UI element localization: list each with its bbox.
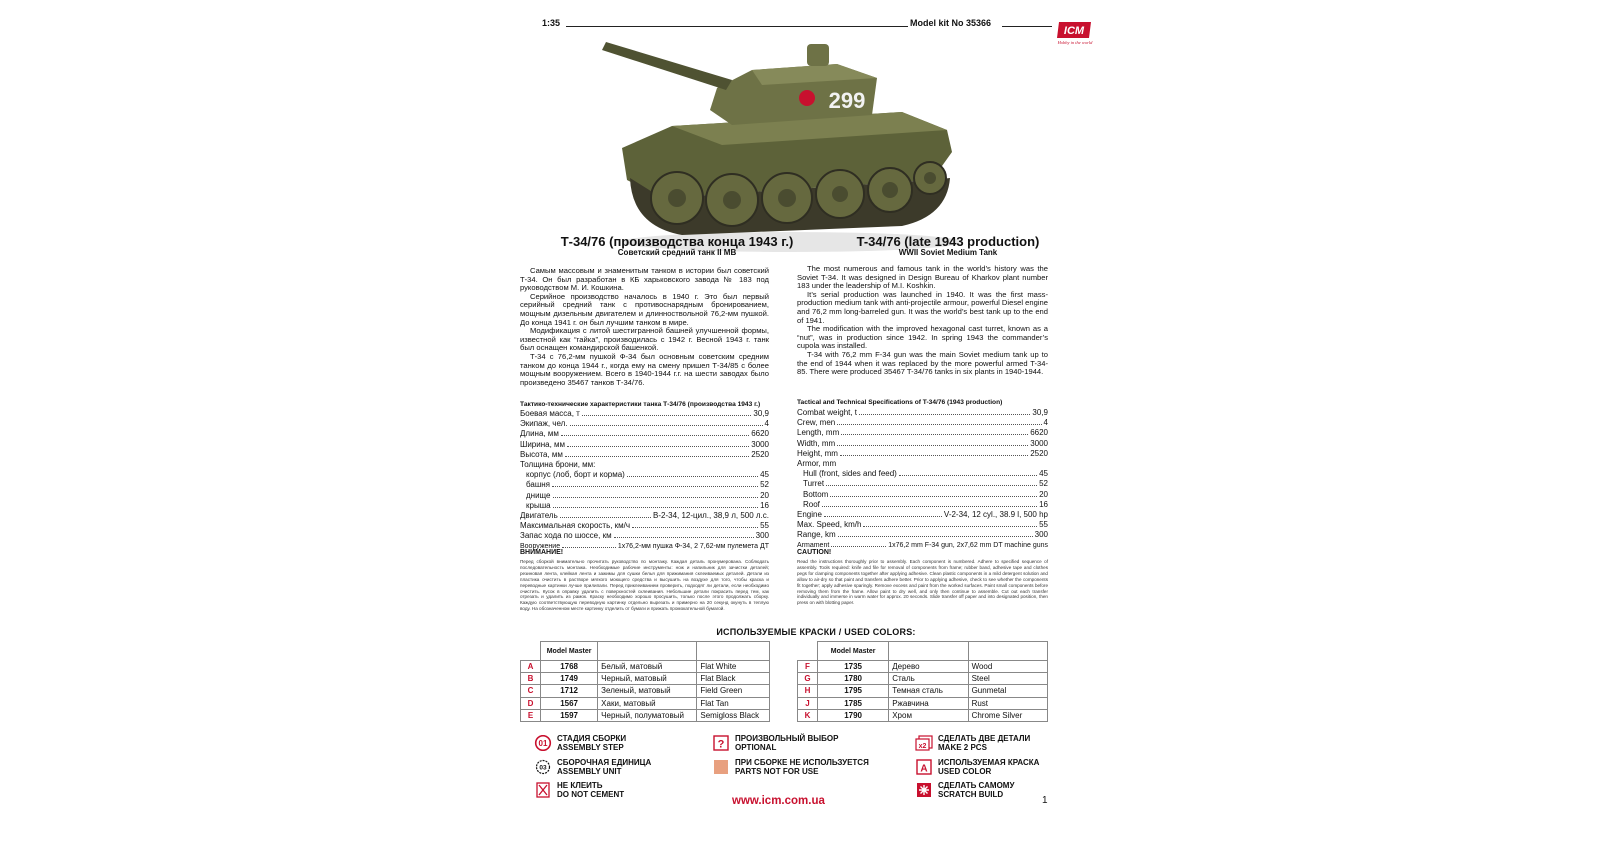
ru-spec-list (520, 409, 769, 552)
make-two-icon (915, 735, 933, 751)
spec-row: Bottom 20 (803, 489, 1048, 499)
en-paragraph: It’s serial production was launched in 1940. It was the first mass-production medium tank with anti-projectile armour, powerful Diesel engine and 76,2 mm long-barreled gun. It was the world’s best tank up to the end of 1941. (797, 289, 1048, 325)
colors-table-left (520, 641, 770, 722)
spec-row: Height, mm 2520 (797, 448, 1048, 458)
used-color-icon (915, 759, 933, 775)
ru-history (520, 267, 769, 387)
en-history (797, 265, 1048, 377)
table-row: B 1749 Черный, матовый Flat Black (521, 673, 770, 685)
colors-heading: ИСПОЛЬЗУЕМЫЕ КРАСКИ / USED COLORS: (716, 627, 916, 637)
en-spec-list (797, 408, 1048, 551)
svg-text:x2: x2 (918, 743, 927, 750)
scale-label: 1:35 (542, 18, 561, 28)
ru-caution-title: ВНИМАНИЕ! (520, 549, 564, 556)
spec-row: Roof 16 (803, 499, 1048, 509)
spec-row: Hull (front, sides and feed) 45 (803, 469, 1048, 479)
table-row: J 1785 Ржавчина Rust (798, 697, 1048, 709)
ru-subtitle: Советский средний танк II МВ (617, 248, 737, 257)
table-row: G 1780 Сталь Steel (798, 673, 1048, 685)
spec-row: Armament 1x76,2 mm F-34 gun, 2x7,62 mm DT machine guns (797, 541, 1048, 549)
svg-text:01: 01 (538, 739, 548, 748)
svg-text:?: ? (717, 738, 725, 751)
table-row: C 1712 Зеленый, матовый Field Green (521, 685, 770, 697)
ru-title: Т-34/76 (производства конца 1943 г.) (560, 234, 794, 249)
table-row: H 1795 Темная сталь Gunmetal (798, 685, 1048, 697)
spec-row: Length, mm 6620 (797, 428, 1048, 438)
ru-paragraph: Модификация с литой шестигранной башней улучшенной формы, известной как “гайка”, производилась с 1942 г. Весной 1943 г. танк был оснащен командирской башенкой. (520, 326, 769, 353)
page-number: 1 (1042, 795, 1048, 806)
spec-row: Armor, mm (797, 459, 837, 469)
ru-paragraph: Т-34 с 76,2-мм пушкой Ф-34 был основным советским средним танком до конца 1944 г., когда ему на смену пришел Т-34/85 с более мощным вооружением. Всего в 1940-1944 г.г. на шести заводах было произведено 35467 танков Т-34/76. (520, 351, 769, 387)
en-title: T-34/76 (late 1943 production) (856, 234, 1040, 249)
website-link[interactable]: www.icm.com.ua (732, 795, 825, 807)
legend-used-color: A ИСПОЛЬЗУЕМАЯ КРАСКА USED COLOR (915, 758, 1039, 776)
table-row: D 1567 Хаки, матовый Flat Tan (521, 697, 770, 709)
spec-row: Запас хода по шоссе, км 300 (520, 531, 769, 541)
assembly-step-icon (534, 735, 552, 751)
header-rule-left (566, 26, 908, 27)
ru-caution-text: Перед сборкой внимательно прочитать руководство по монтажу. Каждая деталь пронумерована. Соблюдать последовательность монтажа. Необходимые рабочие инструменты: нож и напильник для зачистки деталей; резиновая лента, клейкая лента и зажимы для сушки белья для прижимания склеиваемых деталей. Детали из пластика очистить в растворе мягкого моющего средства и высушить на воздухе для того, чтобы краска и переводные картинки лучше прилипали. Перед приклеиванием проверить, подходят ли детали, если необходимо очистить. Кусок в оправку удалить с поверхностей склеивания. Небольшие детали покрасить перед тем, как отрезать и удалить из рамок. Краску необходимо хорошо просушить, только после этого продолжать сборку. Каждую соответствующую переводную картинку отдельно вырезать и примерно на 20 секунд окунуть в теплую воду. На обозначенном месте картинку отделить от бумаги и прижать промокательной бумагой. (520, 559, 769, 612)
mm-header: Model Master (541, 642, 598, 661)
spec-row: башня 52 (526, 480, 769, 490)
svg-text:03: 03 (539, 764, 547, 772)
spec-row: крыша 16 (526, 500, 769, 510)
en-paragraph: T-34 with 76,2 mm F-34 gun was the main Soviet medium tank up to the end of 1944 when it was replaced by the more powerful armed T-34-85. There were produced 35467 T-34/76 tanks in six plants in 1940-1944. (797, 349, 1048, 377)
spec-row: Вооружение 1х76,2-мм пушка Ф-34, 2 7,62-мм пулемета ДТ (520, 542, 769, 550)
spec-row: Длина, мм 6620 (520, 429, 769, 439)
table-header-row (798, 642, 1048, 661)
en-paragraph: The modification with the improved hexagonal cast turret, known as a “nut”, was in production since 1942. In spring 1943 the commander’s cupola was installed. (797, 324, 1048, 351)
mm-header: Model Master (818, 642, 889, 661)
legend-assembly-unit: 03 СБОРОЧНАЯ ЕДИНИЦА ASSEMBLY UNIT (534, 758, 651, 776)
spec-row: Экипаж, чел. 4 (520, 419, 769, 429)
spec-row: корпус (лоб, борт и корма) 45 (526, 470, 769, 480)
tank-illustration (602, 30, 982, 255)
parts-not-used-icon (712, 759, 730, 775)
spec-row: Максимальная скорость, км/ч 55 (520, 521, 769, 531)
spec-row: Combat weight, t 30,9 (797, 408, 1048, 417)
do-not-cement-icon (534, 782, 552, 798)
spec-row: Engine V-2-34, 12 cyl., 38.9 l, 500 hp (797, 510, 1048, 520)
table-row: A 1768 Белый, матовый Flat White (521, 661, 770, 673)
assembly-unit-icon (534, 759, 552, 775)
logo-tagline: Hobby in the world (1057, 40, 1093, 45)
header-rule-right (1002, 26, 1052, 27)
spec-row: Crew, men 4 (797, 418, 1048, 428)
ru-paragraph: Самым массовым и знаменитым танком в истории был советский Т-34. Он был разработан в КБ харьковского завода № 183 под руководством М. И. Кошкина. (520, 266, 769, 293)
table-row: F 1735 Дерево Wood (798, 661, 1048, 673)
spec-row: Толщина брони, мм: (520, 460, 596, 470)
spec-row: Max. Speed, km/h 55 (797, 520, 1048, 530)
legend-optional: ? ПРОИЗВОЛЬНЫЙ ВЫБОР OPTIONAL (712, 734, 838, 752)
spec-row: Ширина, мм 3000 (520, 439, 769, 449)
en-caution-title: CAUTION! (797, 549, 832, 556)
instruction-page (520, 14, 1093, 844)
en-spec-title: Tactical and Technical Specifications of T-34/76 (1943 production) (797, 399, 1003, 406)
ru-paragraph: Серийное производство началось в 1940 г. Это был первый серийный средний танк с противоснарядным бронированием, мощным дизельным двигателем и длинноствольной 76,2-мм пушкой. До конца 1941 г. он был лучшим танком в мире. (520, 291, 769, 327)
en-paragraph: The most numerous and famous tank in the world’s history was the Soviet T-34. It was designed in Design Bureau of Kharkov plant number 183 under the leadership of M.I. Koshkin. (797, 264, 1048, 291)
spec-row: Двигатель В-2-34, 12-цил., 38,9 л, 500 л.с. (520, 511, 769, 521)
legend-make-two: x2 СДЕЛАТЬ ДВЕ ДЕТАЛИ MAKE 2 PCS (915, 734, 1030, 752)
spec-row: днище 20 (526, 490, 769, 500)
table-header-row (521, 642, 770, 661)
spec-row: Range, km 300 (797, 530, 1048, 540)
legend-do-not-cement: НЕ КЛЕИТЬ DO NOT CEMENT (534, 781, 624, 799)
optional-icon (712, 735, 730, 751)
svg-text:A: A (920, 763, 928, 775)
logo-text: ICM (1063, 25, 1085, 37)
scratch-build-icon (915, 782, 933, 798)
spec-row: Боевая масса, т 30,9 (520, 409, 769, 418)
legend-scratch-build: СДЕЛАТЬ САМОМУ SCRATCH BUILD (915, 781, 1014, 799)
table-row: K 1790 Хром Chrome Silver (798, 709, 1048, 721)
en-subtitle: WWII Soviet Medium Tank (898, 248, 998, 257)
kit-number: Model kit No 35366 (910, 18, 992, 28)
turret-number: 299 (828, 88, 866, 113)
spec-row: Высота, мм 2520 (520, 449, 769, 459)
icm-logo (1055, 20, 1095, 46)
en-caution-text: Read the instructions thoroughly prior to assembly. Each component is numbered. Adhere to specified sequence of assembly. Tools required: knife and file for removal of components from frame; rubber band, adhesive tape and clothes pegs for clamping components together after applying adhesive. Clean plastic components in a mild detergent solution and allow to air-dry so that paint and transfers adhere better. Prior to applying adhesive, check to see whether the components fit together; apply adhesive sparingly. Remove excess and paint from the worked surfaces. Paint small components before removing them from the frame. Allow paint to dry well, and only then continue to assemble. Cut out each transfer individually and immerse in warm water for approx. 20 seconds. Slide transfer off paper and into designated position, then press on with blotting paper. (797, 559, 1048, 606)
colors-table-right (797, 641, 1048, 722)
ru-spec-title: Тактико-технические характеристики танка Т-34/76 (производства 1943 г.) (520, 401, 761, 408)
spec-row: Width, mm 3000 (797, 438, 1048, 448)
table-row: E 1597 Черный, полуматовый Semigloss Black (521, 709, 770, 721)
spec-row: Turret 52 (803, 479, 1048, 489)
legend-parts-not-used: ПРИ СБОРКЕ НЕ ИСПОЛЬЗУЕТСЯ PARTS NOT FOR USE (712, 758, 869, 776)
legend-assembly-step: 01 СТАДИЯ СБОРКИ ASSEMBLY STEP (534, 734, 626, 752)
